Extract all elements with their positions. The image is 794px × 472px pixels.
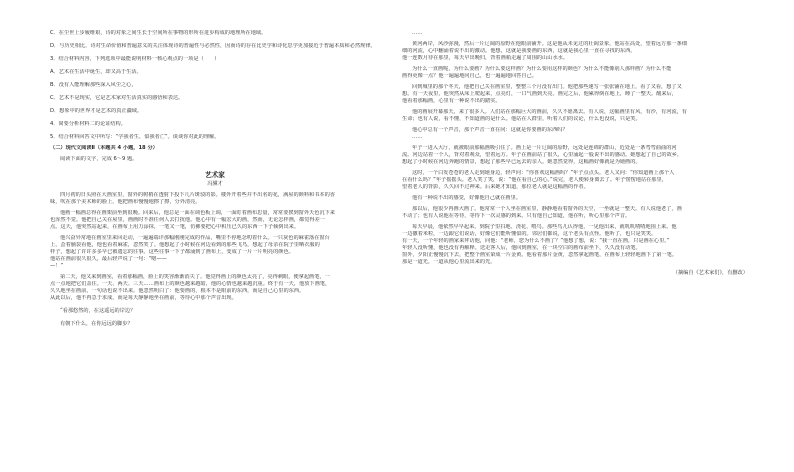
- ellipsis: ……: [412, 30, 423, 36]
- poem-line: 有朝下什么，在你远远的脚步？: [60, 321, 133, 327]
- paragraph-line: 四月初的日头照在大画室里，窗外的树梢在透射下投下几片斑驳的影。楼外开着些并不出名的花，满屋的颜料和书本的香: [60, 192, 335, 198]
- paragraph-line: 在看什么吗？”年子摇摇头。老人笑了笑，说：“他在看自己的心。”说完，老人便转身离去了。年子愣愣地站在那里，: [402, 177, 667, 183]
- source-note: （摘编自《艺术家们》，有删改）: [672, 270, 748, 276]
- paragraph-line: 有一天，一个年轻的画家来拜访他，问他：“老师，您为什么不画了？”他想了想，说：“我一直在画，只是画在心里。”: [402, 238, 670, 244]
- paragraph-line: 他一连数月待在那里，每天早出晚归，背着画箱走遍了周围的山山水水。: [402, 55, 569, 61]
- question-3-option-d: D．想象中的世界才是艺术的真正疆域。: [50, 108, 143, 114]
- paragraph-line: 也浑然不觉。他把自己关在屋里，画画时不准任何人去打扰他。他心中有一幅宏大的画，然而，无论怎样画，都觉得差一: [50, 217, 325, 223]
- paragraph-line: 年子一进入大厅，就被眼前那幅画吸引住了。画上是一片辽阔的原野，远处是连绵的群山，近处是一条弯弯曲曲的河: [412, 145, 677, 151]
- paragraph-line: 想。有一天夜里，他突然从床上爬起来，点亮灯，一口气画到天亮。画完之后，他累得倒在地上，睡了一整天。醒来后，: [402, 91, 677, 97]
- option-c-text: C．在尘世上步履维艰，诗的对象之间生长于空间所在事物的形所在进步构成的地理所在地域。: [50, 30, 267, 36]
- question-3: 3．结合材料内容，下列选项中最能说明材料一核心观点的一项是（ ）: [50, 56, 220, 62]
- paragraph-line: 想起了小时候在河边奔跑的情景，想起了那些早已远去的亲人。她忽然觉得，这幅画好像就是为她画的。: [402, 159, 641, 165]
- question-5: 5．结合材料回答文中所写：“学我者生，似我者亡”。谈谈你对此的理解。: [50, 134, 220, 140]
- question-3-option-c: C．艺术不是现实，它是艺术家对生活真实的感悟和表达。: [50, 95, 184, 101]
- paragraph-line: 从此以后，他不再急于求成，而是每天静静地坐在画前，等待心中那个声音出现。: [50, 295, 237, 301]
- paragraph-line: 点一点地把它们盖住。一天、两天、三天……画布上的颜色越来越暗，他的心情也越来越沉重。终于有一天，他放下画笔，: [50, 281, 331, 287]
- section-heading: （二）现代文阅读Ⅱ（本题共 4 小题，18 分）: [50, 145, 158, 151]
- paragraph-line: 他心中总有一个声音，那个声音一直在问：这就是你要画的东西吗？: [412, 127, 568, 133]
- paragraph-line: —！”: [50, 263, 64, 269]
- paragraph-line: 他有一种说不出的感觉，好像他自己就在画里。: [412, 195, 521, 201]
- article-author: 冯骥才: [207, 181, 223, 187]
- paragraph-line: 那是一道光，一道从他心里流出来的光。: [402, 259, 496, 265]
- paragraph-line: 望着老人的背影，久久回不过神来。后来她才知道，那位老人就是这幅画的作者。: [402, 184, 589, 190]
- paragraph-line: 他兴奋异常地在画室里来回走动，一遍遍端详那幅刚刚完成的作品，嘴里不停地念叨着什么。一只灰色的麻雀落在窗台: [60, 235, 330, 241]
- paragraph-line: 他画一幅画总得在画架前坐到很晚。回来后，他总是一面在调色板上调，一面盯着画布思量，常常要挨到窗外天色沉下来: [60, 210, 335, 216]
- paragraph-line: 这时，一个白发苍苍的老人走到她身边，轻声问：“你喜欢这幅画吗？”年子点点头。老人又问：“你知道画上那个人: [412, 170, 675, 176]
- paragraph-line: 不动了；也有人说他在等待，等待下一次灵感的到来。只有他自己知道，他在听，听心里那个声音。: [402, 213, 631, 219]
- paragraph-line: 年轻人没听懂，他也没有再解释。送走客人后，他回到画室，在一块空白的画布前坐下，久久没有动笔。: [402, 245, 641, 251]
- paragraph-line: 生命；也有人说，看不懂，不知道画的是什么。他站在人群里，听着人们的议论，什么也没说，只是笑。: [402, 116, 641, 122]
- left-column: [50, 30, 380, 328]
- question-3-option-a: A．艺术在生活中诞生，却又高于生活。: [50, 69, 142, 75]
- ellipsis: ……: [412, 134, 423, 140]
- paragraph-line: 窗外，夕阳正慢慢沉下去，把整个画室染成一片金黄。他看着那片金黄，忽然拿起画笔，在画布上轻轻地画下了第一笔。: [402, 252, 677, 258]
- paragraph-line: 样子，想起了许许多多早已被遗忘的往事。这些往事一下子都涌到了画布上，变成了一片一片明亮的颜色。: [50, 249, 294, 255]
- question-4: 4．简要分析材料二的论证结构。: [50, 121, 126, 127]
- paragraph-line: 回到城里的那个冬天，他把自己关在画室里，整整三个月没有出门。他把那些速写一张张铺在地上，看了又看，想了又: [412, 84, 682, 90]
- paragraph-line: 他的画展开幕那天，来了很多人。人们站在那幅巨大的画前，久久不愿离去。有人说，这幅画里有风，有沙，有河流，有: [412, 109, 687, 115]
- paragraph-line: 那以后，他很少再画大画了。他常常一个人坐在画室里，静静地看着窗外的天空，一坐就是一整天。有人说他老了，画: [412, 206, 682, 212]
- paragraph-line: 细的河流，心中翻涌着说不出的激动。他想，这就是我要画的东西，这就是我心里一直在寻找的东西。: [402, 48, 636, 54]
- right-column: [402, 30, 748, 277]
- paragraph-line: 每天早晨，他依然早早起来，到院子里扫地、浇花、喂鸟。那些鸟儿认得他，一见他出来，就叽叽喳喳地围上来。他: [412, 224, 677, 230]
- paragraph-line: 久久地坐在画前，一句话也说不出来。他忽然明白了：他要画的，根本不是眼前的东西，而是自己心里的东西。: [50, 288, 305, 294]
- article-title: 艺术家: [205, 171, 225, 179]
- paragraph-line: 他看着那幅画，心里有一种说不出的踏实。: [402, 98, 501, 104]
- paragraph-line: 上，歪着脑袋看他，他也看着麻雀，忽然笑了。他想起了小时候在河边看到的那些飞鸟，想起了母亲在院子里晒衣服的: [50, 242, 320, 248]
- reading-instruction: 阅读下面的文字，完成 6～9 题。: [60, 156, 138, 162]
- paragraph-line: 味，吹在那个美术师的脸上，他把画布慢慢地擦了擦，分外清亮。: [50, 199, 201, 205]
- paragraph-line: 第二天，他又来到画室，看着那幅画，脸上的笑容渐渐消失了。他觉得画上的颜色太亮了，亮得刺眼，便拿起画笔，一: [60, 274, 330, 280]
- poem-line: “看那悠然的，在这遥远的岸边？: [60, 308, 136, 314]
- paragraph-line: 黄河两岸，风沙弥漫，然后一片辽阔的原野在他眼前铺开。这是他从未见过的壮阔景象，他站在高处，望着远方那一条细: [412, 41, 687, 47]
- paragraph-line: 流。河边站着一个人，背对着观众，望着远方。年子在画前站了很久，心里涌起一股说不出的感动。她想起了自己的故乡，: [402, 152, 683, 158]
- paragraph-line: 为什么一直画呢，为什么要画？为什么要这样画？为什么要用这样的颜色？为什么不能像别人那样画？为什么不能: [412, 66, 672, 72]
- paragraph-line: 一边撒着米粒，一边跟它们说话，好像它们能听懂似的。邻居们都说，这个老头有点怪。他听了，也只是笑笑。: [402, 231, 657, 237]
- question-3-option-b: B．没有人能理解那些深入风尘之心，: [50, 82, 137, 88]
- paragraph-line: 画得更像一点？他一遍遍地问自己，也一遍遍地回答自己。: [402, 73, 537, 79]
- paragraph-line: 点。这天，他突然站起来，在画布上用力涂抹，一笔又一笔，仿佛要把心中积压已久的东西一下子倾倒出来。: [50, 224, 300, 230]
- paragraph-line: 他站在画前很久很久，最后轻声说了一句：“嗯——: [50, 256, 167, 262]
- option-d-text: D．与历史相比，诗对生命价值和普遍意义的关注体现诗的普遍性与必然性，因而诗的存在比史学和诗化思学更加接近于普遍本质和必然规律。: [50, 43, 376, 49]
